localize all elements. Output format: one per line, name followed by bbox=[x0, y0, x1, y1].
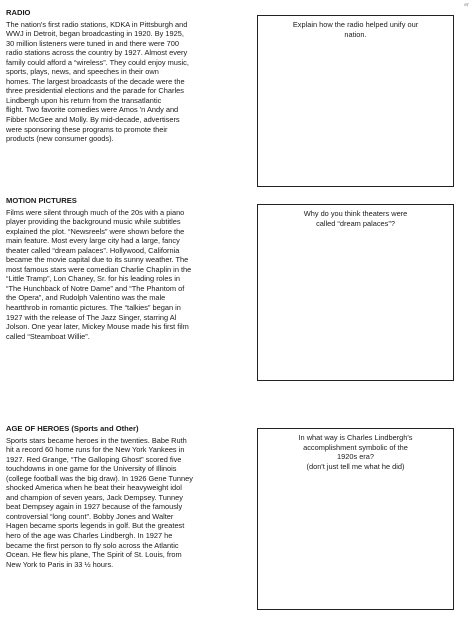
motion-pictures-line: heartthrob in romantic pictures. The “talkies” began in bbox=[6, 303, 181, 313]
radio-question-line: Explain how the radio helped unify our bbox=[292, 20, 419, 29]
radio-line: family could afford a “wireless”. They could enjoy music, bbox=[6, 57, 189, 67]
age-of-heroes-line: became the first person to fly solo across the Atlantic bbox=[6, 540, 179, 550]
age-of-heroes-body bbox=[6, 436, 254, 570]
age-of-heroes-line: 1927. Red Grange, “The Galloping Ghost” scored five bbox=[6, 454, 182, 464]
age-of-heroes-line: hero of the age was Charles Lindbergh. In 1927 he bbox=[6, 531, 173, 541]
age-of-heroes-line: Ocean. He flew his plane, The Spirit of St. Louis, from bbox=[6, 550, 182, 560]
radio-question-line: nation. bbox=[344, 29, 367, 39]
radio-line: radio stations across the country by 1927. Almost every bbox=[6, 48, 188, 58]
age-of-heroes-heading: AGE OF HEROES (Sports and Other) bbox=[6, 424, 139, 433]
age-of-heroes-question-line: 1920s era? bbox=[337, 452, 374, 462]
age-of-heroes-line: controversial “long count”. Bobby Jones and Walter bbox=[6, 511, 174, 521]
motion-pictures-line: player providing the background music while subtitles bbox=[6, 217, 181, 227]
age-of-heroes-text bbox=[6, 424, 254, 569]
motion-pictures-line: main feature. Most every large city had a large, fancy bbox=[6, 236, 180, 246]
radio-heading: RADIO bbox=[6, 8, 31, 17]
motion-pictures-question-line: called “dream palaces”? bbox=[316, 218, 395, 228]
radio-line: WWJ in Detroit, began broadcasting in 1920. By 1925, bbox=[6, 29, 184, 39]
age-of-heroes-line: Hagen became sports legends in golf. But the greatest bbox=[6, 521, 185, 531]
motion-pictures-line: “The Hunchback of Notre Dame” and “The Phantom of bbox=[6, 283, 185, 293]
motion-pictures-line: called “Steamboat Willie”. bbox=[6, 331, 90, 341]
motion-pictures-line: the Opera”, and Rudolph Valentino was the male bbox=[6, 293, 166, 303]
age-of-heroes-question-line: In what way is Charles Lindbergh's bbox=[298, 433, 413, 442]
age-of-heroes-question-line: accomplishment symbolic of the bbox=[303, 442, 408, 452]
radio-answer-box[interactable] bbox=[257, 15, 454, 187]
age-of-heroes-line: (college football was the big draw). In 1926 Gene Tunney bbox=[6, 473, 193, 483]
radio-line: Fibber McGee and Molly. By mid-decade, advertisers bbox=[6, 115, 180, 125]
motion-pictures-line: theater called “dream palaces”. Hollywood, California bbox=[6, 245, 180, 255]
radio-line: 30 million listeners were tuned in and there were 700 bbox=[6, 38, 179, 48]
radio-line: three presidential elections and the parade for Charles bbox=[6, 86, 184, 96]
motion-pictures-line: Films were silent through much of the 20s with a piano bbox=[6, 207, 185, 217]
motion-pictures-line: explained the plot. “Newsreels” were shown before the bbox=[6, 226, 185, 236]
motion-pictures-heading: MOTION PICTURES bbox=[6, 196, 77, 205]
radio-line: products (new consumer goods). bbox=[6, 134, 114, 144]
motion-pictures-body bbox=[6, 208, 254, 342]
radio-line: were sponsoring these programs to promote their bbox=[6, 124, 168, 134]
radio-body bbox=[6, 20, 254, 144]
radio-line: sports, plays, news, and speeches in their own bbox=[6, 67, 159, 77]
radio-line: homes. The largest broadcasts of the decade were the bbox=[6, 76, 185, 86]
radio-line: flight. Two favorite comedies were Amos 'n Andy and bbox=[6, 105, 179, 115]
radio-line: The nation's first radio stations, KDKA in Pittsburgh and bbox=[6, 19, 188, 29]
age-of-heroes-line: New York to Paris in 33 ½ hours. bbox=[6, 559, 114, 569]
radio-line: Lindbergh upon his return from the transatlantic bbox=[6, 95, 162, 105]
corner-handwritten-mark: ar bbox=[463, 1, 470, 9]
motion-pictures-line: “Little Tramp”, Lon Chaney, Sr. for his leading roles in bbox=[6, 274, 181, 284]
motion-pictures-line: Jolson. One year later, Mickey Mouse made his first film bbox=[6, 322, 189, 332]
radio-text bbox=[6, 8, 254, 144]
age-of-heroes-answer-box[interactable] bbox=[257, 428, 454, 610]
age-of-heroes-line: hit a record 60 home runs for the New York Yankees in bbox=[6, 445, 185, 455]
motion-pictures-line: 1927 with the release of The Jazz Singer, starring Al bbox=[6, 312, 177, 322]
motion-pictures-line: became the movie capital due to its sunny weather. The bbox=[6, 255, 189, 265]
age-of-heroes-line: shocked America when he beat their heavyweight idol bbox=[6, 483, 182, 493]
age-of-heroes-line: touchdowns in one game for the University of Illinois bbox=[6, 464, 177, 474]
motion-pictures-line: most famous stars were comedian Charlie Chaplin in the bbox=[6, 264, 192, 274]
age-of-heroes-line: beat Dempsey again in 1927 because of the famously bbox=[6, 502, 183, 512]
age-of-heroes-line: Sports stars became heroes in the twenties. Babe Ruth bbox=[6, 435, 187, 445]
motion-pictures-answer-box[interactable] bbox=[257, 204, 454, 381]
age-of-heroes-line: and champion of seven years, Jack Dempsey. Tunney bbox=[6, 492, 183, 502]
motion-pictures-question-line: Why do you think theaters were bbox=[303, 209, 408, 218]
age-of-heroes-question-line: (don't just tell me what he did) bbox=[306, 461, 405, 471]
motion-pictures-text bbox=[6, 196, 254, 341]
